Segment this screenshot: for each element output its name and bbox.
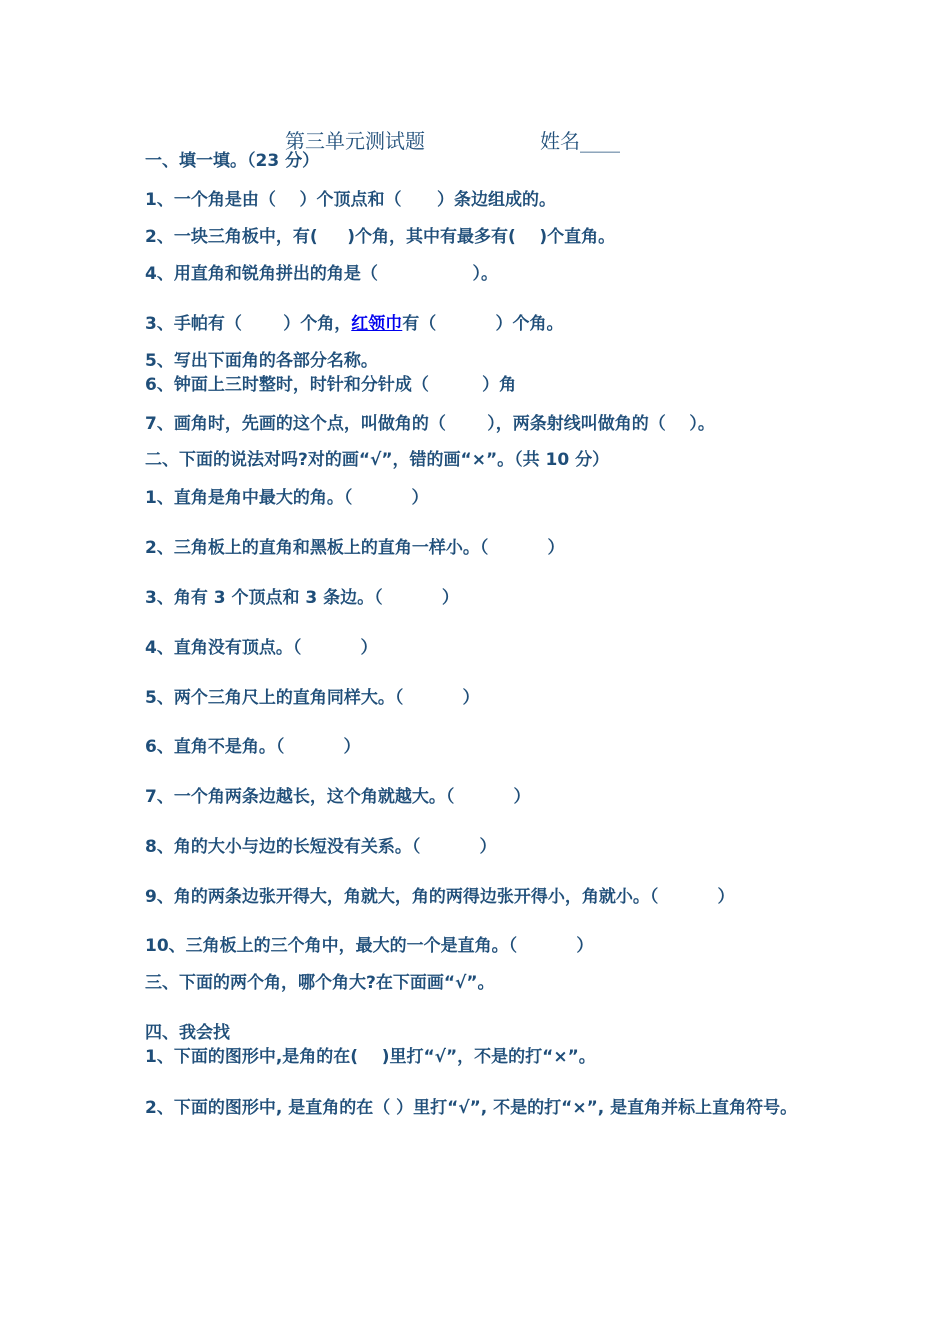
q3-text-before: 3、手帕有（ ）个角， (145, 314, 352, 334)
true-false-item: 6、直角不是角。（ ） (145, 737, 361, 757)
true-false-item: 10、三角板上的三个角中，最大的一个是直角。（ ） (145, 936, 594, 956)
section4-question-1: 1、下面的图形中,是角的在( )里打“√”，不是的打“×”。 (145, 1047, 596, 1067)
true-false-item: 1、直角是角中最大的角。（ ） (145, 488, 429, 508)
section4-heading: 四、我会找 (145, 1023, 230, 1043)
section2-heading: 二、下面的说法对吗?对的画“√”，错的画“×”。（共 10 分） (145, 450, 610, 470)
true-false-item: 3、角有 3 个顶点和 3 条边。（ ） (145, 588, 459, 608)
true-false-item: 7、一个角两条边越长，这个角就越大。（ ） (145, 787, 531, 807)
section3-heading: 三、下面的两个角，哪个角大?在下面画“√”。 (145, 973, 495, 993)
true-false-item: 8、角的大小与边的长短没有关系。（ ） (145, 837, 497, 857)
q3-text-after: 有（ ）个角。 (402, 314, 564, 334)
name-field-label: 姓名____ (540, 129, 620, 153)
section1-question-4: 4、用直角和锐角拼出的角是（ ）。 (145, 264, 499, 284)
red-scarf-link[interactable]: 红领巾 (351, 314, 403, 334)
section1-question-2: 2、一块三角板中，有( )个角，其中有最多有( )个直角。 (145, 227, 616, 247)
section4-question-2: 2、下面的图形中, 是直角的在（ ）里打“√”, 不是的打“×”, 是直角并标上直角符号。 (145, 1098, 798, 1118)
true-false-item: 5、两个三角尺上的直角同样大。（ ） (145, 688, 480, 708)
section1-question-1: 1、一个角是由（ ）个顶点和（ ）条边组成的。 (145, 190, 557, 210)
section1-question-5: 5、写出下面角的各部分名称。 (145, 351, 378, 371)
section1-question-6: 6、钟面上三时整时，时针和分针成（ ）角 (145, 375, 517, 395)
true-false-item: 2、三角板上的直角和黑板上的直角一样小。（ ） (145, 538, 565, 558)
true-false-item: 4、直角没有顶点。（ ） (145, 638, 378, 658)
section1-question-3 (145, 313, 563, 335)
section1-question-7: 7、画角时，先画的这个点，叫做角的（ ），两条射线叫做角的（ ）。 (145, 414, 715, 434)
true-false-item: 9、角的两条边张开得大，角就大，角的两得边张开得小，角就小。（ ） (145, 887, 735, 907)
page-title: 第三单元测试题 (285, 129, 425, 153)
section1-heading: 一、填一填。（23 分） (145, 151, 320, 171)
